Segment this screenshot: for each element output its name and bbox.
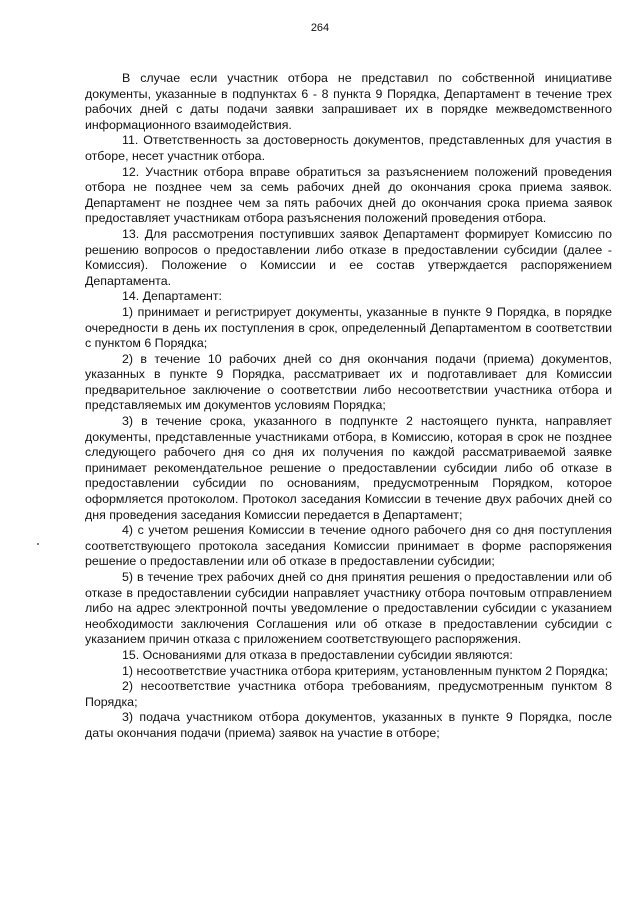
paragraph: 13. Для рассмотрения поступивших заявок Департамент формирует Комиссию по решению вопросов о предоставлении либо отказе в предоставлении субсидии (далее - Комиссия). Положение о Комиссии и ее состав утверждается распоряжением Департамента.	[85, 226, 612, 288]
paragraph: 2) в течение 10 рабочих дней со дня окончания подачи (приема) документов, указанных в пункте 9 Порядка, рассматривает их и подготавливает для Комиссии предварительное заключение о соответствии либо несоответствии участника отбора и представляемых им документов условиям Порядка;	[85, 351, 612, 413]
page-number: 264	[310, 22, 330, 34]
paragraph: 15. Основаниями для отказа в предоставлении субсидии являются:	[122, 647, 513, 662]
paragraph: 14. Департамент:	[122, 289, 222, 304]
paragraph: 5) в течение трех рабочих дней со дня принятия решения о предоставлении или об отказе в предоставлении субсидии направляет участнику отбора почтовым отправлением либо на адрес электронной почты уведомление о предоставлении субсидии с указанием необходимости заключения Соглашения или об отказе в предоставлении субсидии с указанием причин отказа с приложением соответствующего распоряжения.	[85, 570, 612, 647]
paragraph: В случае если участник отбора не представил по собственной инициативе документы, указанные в подпунктах 6 - 8 пункта 9 Порядка, Департамент в течение трех рабочих дней с даты подачи заявки запрашивает их в порядке межведомственного информационного взаимодействия.	[85, 71, 612, 132]
paragraph: 1) принимает и регистрирует документы, указанные в пункте 9 Порядка, в порядке очередности в день их поступления в срок, определенный Департаментом в соответствии с пунктом 6 Порядка;	[85, 304, 612, 351]
paragraph: 3) подача участником отбора документов, указанных в пункте 9 Порядка, после даты окончания подачи (приема) заявок на участие в отборе;	[85, 710, 612, 740]
paragraph: 1) несоответствие участника отбора критериям, установленным пунктом 2 Порядка;	[122, 663, 609, 678]
paragraph: 11. Ответственность за достоверность документов, представленных для участия в отборе, несет участник отбора.	[85, 133, 612, 163]
paragraph: 12. Участник отбора вправе обратиться за разъяснением положений проведения отбора не позднее чем за семь рабочих дней до окончания срока приема заявок. Департамент не позднее чем за пять рабочих дней до окончания срока приема заявок предоставляет участникам отбора разъяснения положений проведения отбора.	[85, 164, 612, 226]
margin-mark	[37, 543, 39, 545]
paragraph: 4) с учетом решения Комиссии в течение одного рабочего дня со дня поступления соответствующего протокола заседания Комиссии принимает в форме распоряжения решение о предоставлении или об отказе в предоставлении субсидии;	[85, 523, 612, 569]
paragraph: 3) в течение срока, указанного в подпункте 2 настоящего пункта, направляет документы, представленные участниками отбора, в Комиссию, которая в срок не позднее следующего рабочего дня со дня их получения по каждой рассматриваемой заявке принимает рекомендательное решение о предоставлении субсидии либо об отказе в предоставлении субсидии по основаниям, предусмотренным Порядком, которое оформляется протоколом. Протокол заседания Комиссии в течение двух рабочих дней со дня проведения заседания Комиссии передается в Департамент;	[85, 414, 612, 522]
document-body	[85, 71, 612, 742]
paragraph: 2) несоответствие участника отбора требованиям, предусмотренным пунктом 8 Порядка;	[85, 679, 612, 709]
